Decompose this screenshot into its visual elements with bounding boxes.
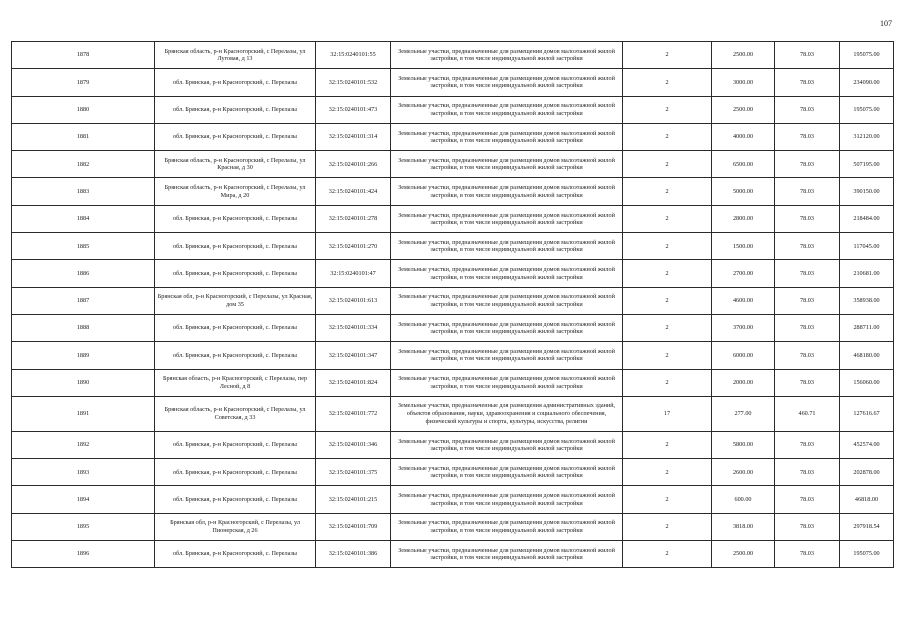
use-group-cell: 2 [623, 205, 712, 232]
address-cell: Брянская область, р-н Красногорский, с Перелазы, ул Луговая, д 13 [155, 42, 316, 69]
address-cell: обл. Брянская, р-н Красногорский, с. Перелазы [155, 260, 316, 287]
cadastral-number-cell: 32:15:0240101:55 [316, 42, 391, 69]
address-cell: обл. Брянская, р-н Красногорский, с. Перелазы [155, 459, 316, 486]
use-group-cell: 2 [623, 541, 712, 568]
land-use-cell: Земельные участки, предназначенные для размещения домов малоэтажной жилой застройки, в том числе индивидуальной жилой застройки [391, 123, 623, 150]
address-cell: Брянская обл, р-н Красногорский, с Перелазы, ул Красная, дом 35 [155, 287, 316, 314]
address-cell: обл. Брянская, р-н Красногорский, с. Перелазы [155, 342, 316, 369]
address-cell: обл. Брянская, р-н Красногорский, с. Перелазы [155, 431, 316, 458]
cadastral-value-cell: 234090.00 [840, 69, 894, 96]
table-row [12, 314, 894, 341]
use-group-cell: 2 [623, 459, 712, 486]
cadastral-number-cell: 32:15:0240101:532 [316, 69, 391, 96]
specific-value-cell: 78.03 [775, 151, 840, 178]
cadastral-value-cell: 390150.00 [840, 178, 894, 205]
cadastral-value-cell: 358938.00 [840, 287, 894, 314]
use-group-cell: 2 [623, 342, 712, 369]
land-use-cell: Земельные участки, предназначенные для размещения домов малоэтажной жилой застройки, в том числе индивидуальной жилой застройки [391, 459, 623, 486]
area-cell: 6000.00 [712, 342, 775, 369]
cadastral-value-cell: 156060.00 [840, 369, 894, 396]
row-number-cell: 1883 [12, 178, 155, 205]
address-cell: обл. Брянская, р-н Красногорский, с. Перелазы [155, 233, 316, 260]
row-number-cell: 1886 [12, 260, 155, 287]
cadastral-number-cell: 32:15:0240101:334 [316, 314, 391, 341]
land-use-cell: Земельные участки, предназначенные для размещения домов малоэтажной жилой застройки, в том числе индивидуальной жилой застройки [391, 151, 623, 178]
row-number-cell: 1885 [12, 233, 155, 260]
land-use-cell: Земельные участки, предназначенные для размещения домов малоэтажной жилой застройки, в том числе индивидуальной жилой застройки [391, 260, 623, 287]
cadastral-number-cell: 32:15:0240101:314 [316, 123, 391, 150]
use-group-cell: 2 [623, 260, 712, 287]
specific-value-cell: 460.71 [775, 396, 840, 431]
use-group-cell: 2 [623, 233, 712, 260]
table-row [12, 69, 894, 96]
table-row [12, 396, 894, 431]
table-row [12, 431, 894, 458]
land-use-cell: Земельные участки, предназначенные для размещения домов малоэтажной жилой застройки, в том числе индивидуальной жилой застройки [391, 513, 623, 540]
cadastral-value-cell: 468180.00 [840, 342, 894, 369]
cadastral-number-cell: 32:15:0240101:709 [316, 513, 391, 540]
address-cell: обл. Брянская, р-н Красногорский, с. Перелазы [155, 314, 316, 341]
row-number-cell: 1893 [12, 459, 155, 486]
land-use-cell: Земельные участки, предназначенные для размещения домов малоэтажной жилой застройки, в том числе индивидуальной жилой застройки [391, 541, 623, 568]
cadastral-number-cell: 32:15:0240101:215 [316, 486, 391, 513]
area-cell: 2000.00 [712, 369, 775, 396]
use-group-cell: 2 [623, 314, 712, 341]
address-cell: обл. Брянская, р-н Красногорский, с. Перелазы [155, 123, 316, 150]
cadastral-value-cell: 297918.54 [840, 513, 894, 540]
table-row [12, 541, 894, 568]
row-number-cell: 1895 [12, 513, 155, 540]
land-use-cell: Земельные участки, предназначенные для размещения домов малоэтажной жилой застройки, в том числе индивидуальной жилой застройки [391, 287, 623, 314]
use-group-cell: 2 [623, 431, 712, 458]
cadastral-value-cell: 195075.00 [840, 541, 894, 568]
specific-value-cell: 78.03 [775, 287, 840, 314]
use-group-cell: 2 [623, 486, 712, 513]
specific-value-cell: 78.03 [775, 96, 840, 123]
row-number-cell: 1891 [12, 396, 155, 431]
row-number-cell: 1896 [12, 541, 155, 568]
cadastral-number-cell: 32:15:0240101:375 [316, 459, 391, 486]
land-use-cell: Земельные участки, предназначенные для размещения домов малоэтажной жилой застройки, в том числе индивидуальной жилой застройки [391, 369, 623, 396]
land-use-cell: Земельные участки, предназначенные для размещения домов малоэтажной жилой застройки, в том числе индивидуальной жилой застройки [391, 178, 623, 205]
page-number: 107 [880, 19, 892, 28]
table-row [12, 151, 894, 178]
specific-value-cell: 78.03 [775, 205, 840, 232]
specific-value-cell: 78.03 [775, 123, 840, 150]
cadastral-number-cell: 32:15:0240101:424 [316, 178, 391, 205]
cadastral-value-cell: 507195.00 [840, 151, 894, 178]
cadastral-number-cell: 32:15:0240101:278 [316, 205, 391, 232]
row-number-cell: 1881 [12, 123, 155, 150]
area-cell: 4000.00 [712, 123, 775, 150]
table-row [12, 287, 894, 314]
land-use-cell: Земельные участки, предназначенные для размещения домов малоэтажной жилой застройки, в том числе индивидуальной жилой застройки [391, 314, 623, 341]
land-use-cell: Земельные участки, предназначенные для размещения домов малоэтажной жилой застройки, в том числе индивидуальной жилой застройки [391, 42, 623, 69]
table-row [12, 42, 894, 69]
row-number-cell: 1884 [12, 205, 155, 232]
area-cell: 3700.00 [712, 314, 775, 341]
cadastral-value-cell: 210681.00 [840, 260, 894, 287]
table-row [12, 178, 894, 205]
specific-value-cell: 78.03 [775, 431, 840, 458]
area-cell: 2500.00 [712, 42, 775, 69]
land-use-cell: Земельные участки, предназначенные для размещения административных зданий, объектов образования, науки, здравоохранения и социального обеспечения, физической культуры и спорта, культуры, искусства, религии [391, 396, 623, 431]
row-number-cell: 1888 [12, 314, 155, 341]
area-cell: 2500.00 [712, 96, 775, 123]
row-number-cell: 1878 [12, 42, 155, 69]
row-number-cell: 1892 [12, 431, 155, 458]
area-cell: 3000.00 [712, 69, 775, 96]
specific-value-cell: 78.03 [775, 260, 840, 287]
specific-value-cell: 78.03 [775, 69, 840, 96]
table-row [12, 486, 894, 513]
land-use-cell: Земельные участки, предназначенные для размещения домов малоэтажной жилой застройки, в том числе индивидуальной жилой застройки [391, 96, 623, 123]
area-cell: 2700.00 [712, 260, 775, 287]
table-row [12, 260, 894, 287]
specific-value-cell: 78.03 [775, 42, 840, 69]
cadastral-value-cell: 127616.67 [840, 396, 894, 431]
area-cell: 4600.00 [712, 287, 775, 314]
use-group-cell: 2 [623, 513, 712, 540]
use-group-cell: 2 [623, 151, 712, 178]
land-use-cell: Земельные участки, предназначенные для размещения домов малоэтажной жилой застройки, в том числе индивидуальной жилой застройки [391, 342, 623, 369]
cadastral-number-cell: 32:15:0240101:824 [316, 369, 391, 396]
cadastral-value-cell: 195075.00 [840, 96, 894, 123]
specific-value-cell: 78.03 [775, 541, 840, 568]
land-use-cell: Земельные участки, предназначенные для размещения домов малоэтажной жилой застройки, в том числе индивидуальной жилой застройки [391, 486, 623, 513]
row-number-cell: 1879 [12, 69, 155, 96]
land-use-cell: Земельные участки, предназначенные для размещения домов малоэтажной жилой застройки, в том числе индивидуальной жилой застройки [391, 69, 623, 96]
area-cell: 277.00 [712, 396, 775, 431]
specific-value-cell: 78.03 [775, 233, 840, 260]
cadastral-number-cell: 32:15:0240101:47 [316, 260, 391, 287]
use-group-cell: 17 [623, 396, 712, 431]
cadastral-value-cell: 452574.00 [840, 431, 894, 458]
area-cell: 6500.00 [712, 151, 775, 178]
specific-value-cell: 78.03 [775, 314, 840, 341]
area-cell: 2600.00 [712, 459, 775, 486]
area-cell: 600.00 [712, 486, 775, 513]
use-group-cell: 2 [623, 69, 712, 96]
area-cell: 1500.00 [712, 233, 775, 260]
use-group-cell: 2 [623, 96, 712, 123]
address-cell: Брянская область, р-н Красногорский, с Перелазы, ул Мира, д 20 [155, 178, 316, 205]
table-row [12, 96, 894, 123]
cadastral-number-cell: 32:15:0240101:347 [316, 342, 391, 369]
cadastral-value-cell: 288711.00 [840, 314, 894, 341]
row-number-cell: 1889 [12, 342, 155, 369]
cadastral-value-cell: 195075.00 [840, 42, 894, 69]
table-row [12, 369, 894, 396]
table-row [12, 205, 894, 232]
cadastral-value-cell: 312120.00 [840, 123, 894, 150]
cadastral-number-cell: 32:15:0240101:386 [316, 541, 391, 568]
use-group-cell: 2 [623, 287, 712, 314]
address-cell: обл. Брянская, р-н Красногорский, с. Перелазы [155, 205, 316, 232]
table-row [12, 513, 894, 540]
cadastral-value-cell: 218484.00 [840, 205, 894, 232]
specific-value-cell: 78.03 [775, 342, 840, 369]
use-group-cell: 2 [623, 123, 712, 150]
land-use-cell: Земельные участки, предназначенные для размещения домов малоэтажной жилой застройки, в том числе индивидуальной жилой застройки [391, 205, 623, 232]
area-cell: 5800.00 [712, 431, 775, 458]
address-cell: Брянская область, р-н Красногорский, с Перелазы, пер Лесной, д 8 [155, 369, 316, 396]
row-number-cell: 1882 [12, 151, 155, 178]
cadastral-number-cell: 32:15:0240101:473 [316, 96, 391, 123]
table-row [12, 342, 894, 369]
area-cell: 2800.00 [712, 205, 775, 232]
cadastral-number-cell: 32:15:0240101:266 [316, 151, 391, 178]
use-group-cell: 2 [623, 178, 712, 205]
specific-value-cell: 78.03 [775, 459, 840, 486]
row-number-cell: 1890 [12, 369, 155, 396]
land-use-cell: Земельные участки, предназначенные для размещения домов малоэтажной жилой застройки, в том числе индивидуальной жилой застройки [391, 233, 623, 260]
cadastral-number-cell: 32:15:0240101:613 [316, 287, 391, 314]
use-group-cell: 2 [623, 42, 712, 69]
address-cell: обл. Брянская, р-н Красногорский, с. Перелазы [155, 541, 316, 568]
specific-value-cell: 78.03 [775, 369, 840, 396]
address-cell: Брянская область, р-н Красногорский, с Перелазы, ул Красная, д 30 [155, 151, 316, 178]
cadastral-registry-table [11, 41, 894, 568]
area-cell: 2500.00 [712, 541, 775, 568]
area-cell: 3818.00 [712, 513, 775, 540]
address-cell: обл. Брянская, р-н Красногорский, с. Перелазы [155, 486, 316, 513]
specific-value-cell: 78.03 [775, 178, 840, 205]
table-body [12, 42, 894, 568]
address-cell: обл. Брянская, р-н Красногорский, с. Перелазы [155, 69, 316, 96]
row-number-cell: 1880 [12, 96, 155, 123]
area-cell: 5000.00 [712, 178, 775, 205]
land-use-cell: Земельные участки, предназначенные для размещения домов малоэтажной жилой застройки, в том числе индивидуальной жилой застройки [391, 431, 623, 458]
row-number-cell: 1887 [12, 287, 155, 314]
row-number-cell: 1894 [12, 486, 155, 513]
cadastral-value-cell: 46818.00 [840, 486, 894, 513]
cadastral-number-cell: 32:15:0240101:772 [316, 396, 391, 431]
table-row [12, 459, 894, 486]
cadastral-value-cell: 202878.00 [840, 459, 894, 486]
cadastral-number-cell: 32:15:0240101:270 [316, 233, 391, 260]
use-group-cell: 2 [623, 369, 712, 396]
specific-value-cell: 78.03 [775, 486, 840, 513]
cadastral-number-cell: 32:15:0240101:346 [316, 431, 391, 458]
cadastral-value-cell: 117045.00 [840, 233, 894, 260]
address-cell: Брянская обл, р-н Красногорский, с Перелазы, ул Пионерская, д 26 [155, 513, 316, 540]
address-cell: Брянская область, р-н Красногорский, с Перелазы, ул Советская, д 33 [155, 396, 316, 431]
specific-value-cell: 78.03 [775, 513, 840, 540]
table-row [12, 123, 894, 150]
address-cell: обл. Брянская, р-н Красногорский, с. Перелазы [155, 96, 316, 123]
table-row [12, 233, 894, 260]
